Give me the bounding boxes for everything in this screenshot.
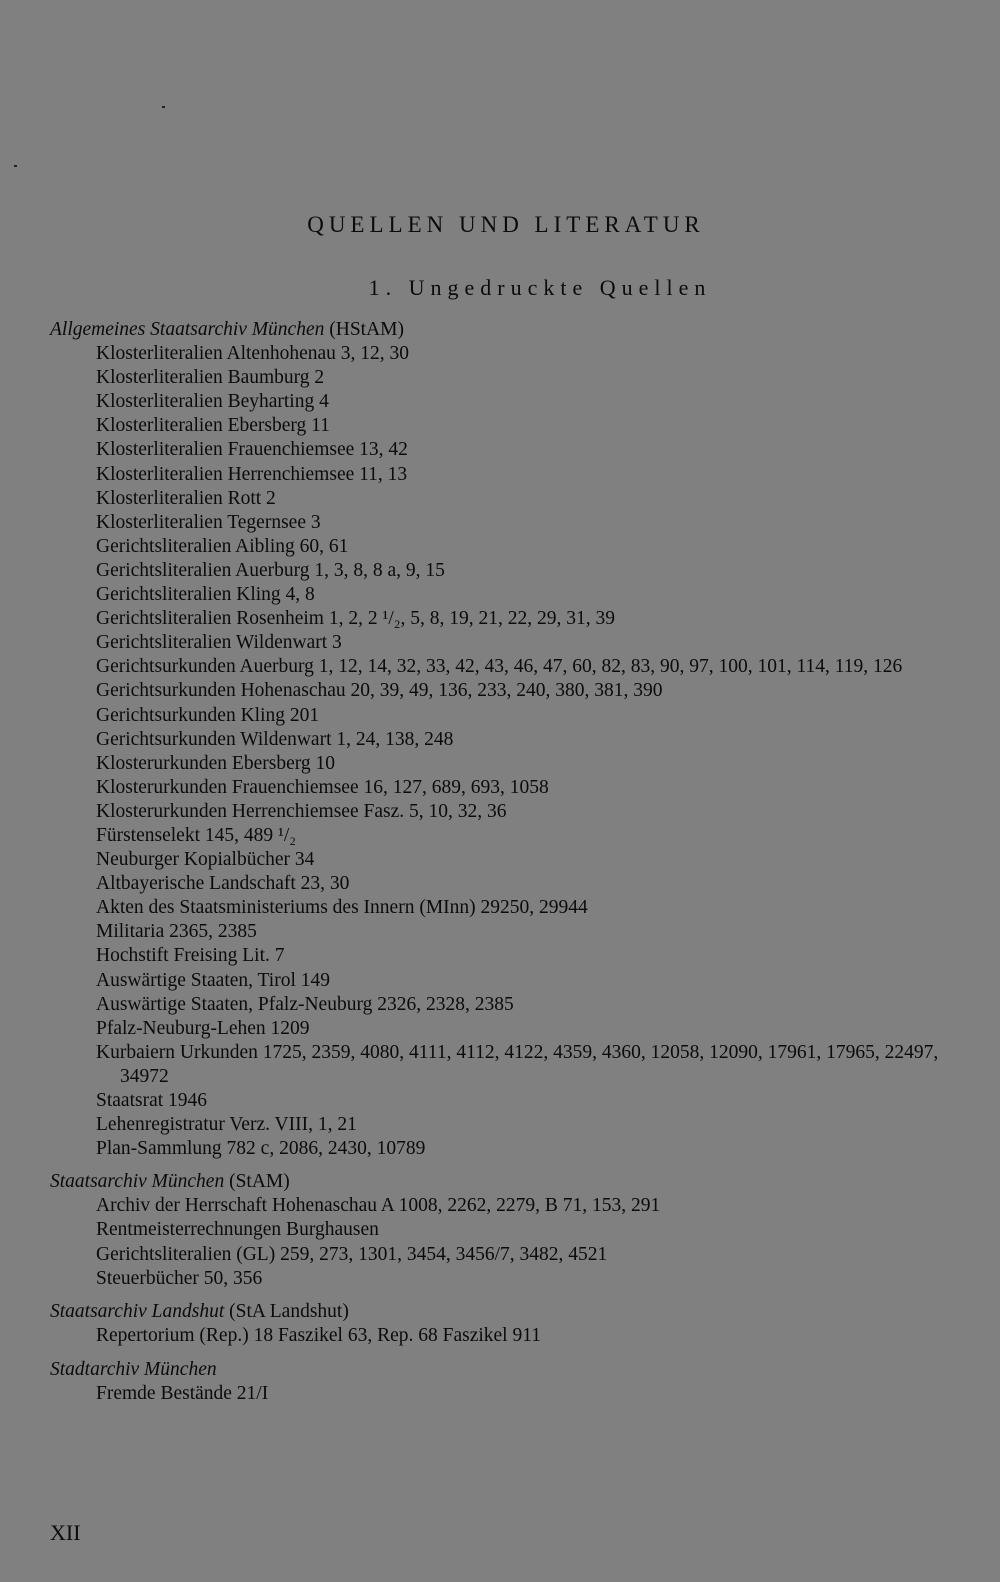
list-item: Klosterliteralien Herrenchiemsee 11, 13 — [96, 463, 408, 485]
archive-name: Allgemeines Staatsarchiv München — [50, 319, 325, 340]
archive-heading — [50, 1170, 950, 1194]
list-item: Klosterliteralien Baumburg 2 — [96, 367, 325, 389]
list-item: Gerichtsurkunden Wildenwart 1, 24, 138, 248 — [96, 728, 454, 750]
list-item: Klosterurkunden Ebersberg 10 — [96, 752, 335, 774]
list-item: Gerichtsurkunden Kling 201 — [96, 704, 320, 726]
list-item: Klosterliteralien Rott 2 — [96, 487, 276, 509]
list-item: Fremde Bestände 21/I — [96, 1383, 269, 1405]
list-item: Militaria 2365, 2385 — [96, 921, 257, 943]
scan-speck — [162, 106, 165, 108]
archive-name: Staatsarchiv München — [50, 1171, 225, 1193]
list-item: Hochstift Freising Lit. 7 — [96, 945, 285, 967]
list-item: Archiv der Herrschaft Hohenaschau A 1008, 2262, 2279, B 71, 153, 291 — [96, 1195, 661, 1217]
archive-heading — [50, 318, 950, 342]
source-list — [50, 318, 950, 1406]
list-item: Klosterliteralien Frauenchiemsee 13, 42 — [96, 439, 408, 461]
archive-items — [50, 342, 950, 1161]
list-item: Rentmeisterrechnungen Burghausen — [96, 1219, 379, 1241]
list-item: Gerichtsliteralien Auerburg 1, 3, 8, 8 a, 9, 15 — [96, 559, 445, 581]
archive-items — [50, 1382, 950, 1406]
page-number: XII — [50, 1520, 81, 1545]
list-item: Klosterurkunden Herrenchiemsee Fasz. 5, 10, 32, 36 — [96, 800, 507, 822]
list-item: Gerichtsliteralien Rosenheim 1, 2, 2 ¹/₂, 5, 8, 19, 21, 22, 29, 31, 39 — [96, 608, 616, 630]
list-item: Klosterurkunden Frauenchiemsee 16, 127, 689, 693, 1058 — [96, 776, 549, 798]
list-item: Klosterliteralien Beyharting 4 — [96, 391, 329, 413]
list-item: Fürstenselekt 145, 489 ¹/₂ — [96, 824, 297, 846]
list-item: Gerichtsliteralien Wildenwart 3 — [96, 632, 342, 654]
list-item: Gerichtsliteralien Kling 4, 8 — [96, 584, 315, 606]
archive-heading — [50, 1358, 950, 1382]
section-gap — [50, 1348, 950, 1358]
list-item: Repertorium (Rep.) 18 Faszikel 63, Rep. 68 Faszikel 911 — [96, 1324, 541, 1346]
list-item: Neuburger Kopialbücher 34 — [96, 849, 315, 871]
archive-abbreviation: (StAM) — [229, 1171, 290, 1193]
list-item: Lehenregistratur Verz. VIII, 1, 21 — [96, 1114, 357, 1136]
archive-section-hstam — [50, 318, 950, 1161]
archive-heading — [50, 1300, 950, 1324]
archive-name: Stadtarchiv München — [50, 1358, 217, 1380]
archive-section-landshut — [50, 1300, 950, 1348]
list-item: Klosterliteralien Tegernsee 3 — [96, 511, 321, 533]
archive-abbreviation: (HStAM) — [329, 319, 405, 340]
archive-abbreviation: (StA Landshut) — [229, 1300, 349, 1322]
list-item: Steuerbücher 50, 356 — [96, 1267, 263, 1289]
list-item: Plan-Sammlung 782 c, 2086, 2430, 10789 — [96, 1138, 426, 1160]
archive-section-stam — [50, 1170, 950, 1290]
scan-speck — [14, 165, 17, 167]
archive-section-stadtarchiv — [50, 1358, 950, 1406]
list-item: Kurbaiern Urkunden 1725, 2359, 4080, 4111, 4112, 4122, 4359, 4360, 12058, 12090, 17961, 17965, 22497, 34972 — [96, 1041, 939, 1087]
section-subtitle: 1. Ungedruckte Quellen — [368, 275, 712, 300]
list-item: Akten des Staatsministeriums des Innern (MInn) 29250, 29944 — [96, 897, 588, 919]
list-item: Auswärtige Staaten, Pfalz-Neuburg 2326, 2328, 2385 — [96, 993, 514, 1015]
section-gap — [50, 1161, 950, 1170]
archive-items — [50, 1194, 950, 1290]
section-gap — [50, 1291, 950, 1300]
list-item: Gerichtsliteralien Aibling 60, 61 — [96, 535, 349, 557]
list-item: Klosterliteralien Ebersberg 11 — [96, 415, 330, 437]
page-title: QUELLEN UND LITERATUR — [307, 212, 705, 237]
list-item: Klosterliteralien Altenhohenau 3, 12, 30 — [96, 343, 410, 365]
list-item: Altbayerische Landschaft 23, 30 — [96, 873, 350, 895]
list-item: Auswärtige Staaten, Tirol 149 — [96, 969, 330, 991]
archive-name: Staatsarchiv Landshut — [50, 1300, 225, 1322]
list-item: Gerichtsliteralien (GL) 259, 273, 1301, 3454, 3456/7, 3482, 4521 — [96, 1243, 608, 1265]
archive-items — [50, 1324, 950, 1348]
list-item: Gerichtsurkunden Hohenaschau 20, 39, 49, 136, 233, 240, 380, 381, 390 — [96, 680, 663, 702]
list-item: Staatsrat 1946 — [96, 1090, 208, 1111]
list-item: Gerichtsurkunden Auerburg 1, 12, 14, 32, 33, 42, 43, 46, 47, 60, 82, 83, 90, 97, 100, 101, 114, 119, 126 — [96, 656, 903, 678]
list-item: Pfalz-Neuburg-Lehen 1209 — [96, 1017, 310, 1039]
